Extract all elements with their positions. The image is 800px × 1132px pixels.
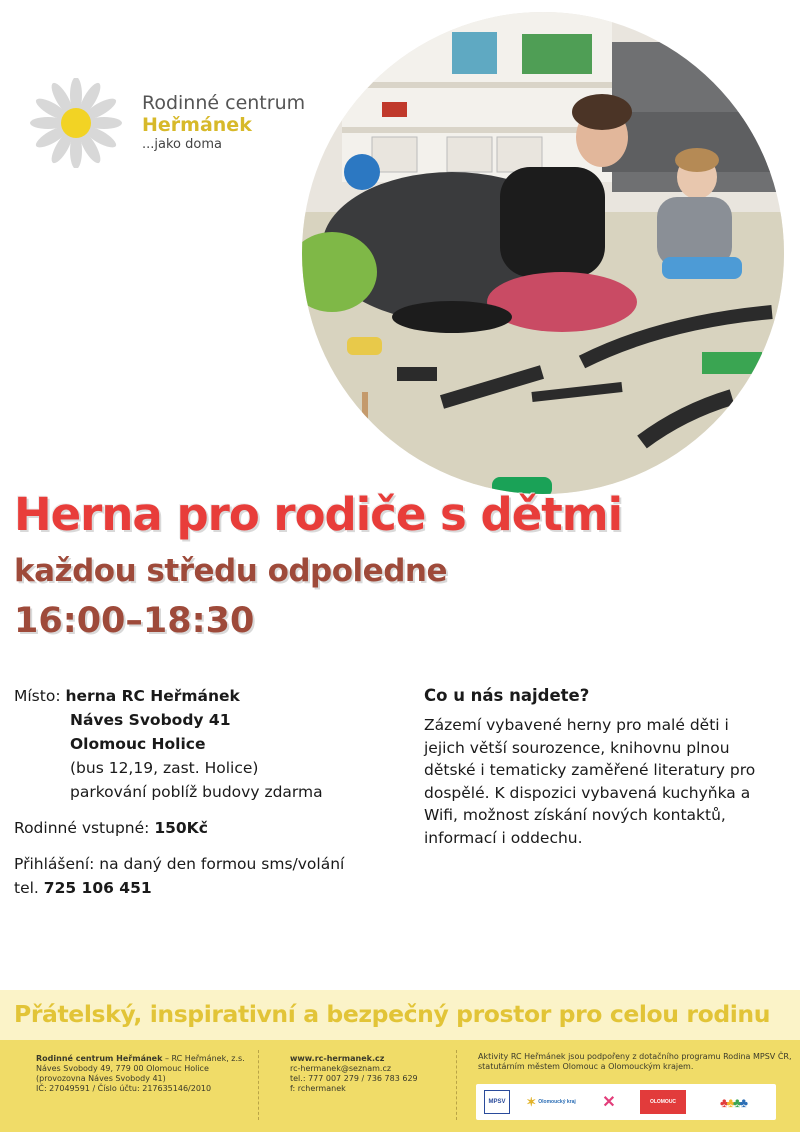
parking-info: parkování poblíž budovy zdarma (70, 783, 323, 801)
fee-value: 150Kč (154, 819, 208, 837)
footer-divider (456, 1050, 457, 1120)
offer-section (424, 684, 774, 849)
offer-heading: Co u nás najdete? (424, 686, 590, 705)
org-line-1: Náves Svobody 49, 779 00 Olomouc Holice (36, 1064, 209, 1073)
olomouc-city-logo (588, 1090, 630, 1114)
support-line-1: Aktivity RC Heřmánek jsou podpořeny z dotačního programu Rodina MPSV ČR, (478, 1052, 792, 1061)
contact-facebook[interactable]: f: rchermanek (290, 1084, 346, 1093)
event-subtitle: každou středu odpoledne (14, 553, 447, 589)
logo (26, 78, 336, 168)
star-icon: ✶ (526, 1095, 537, 1109)
event-time: 16:00–18:30 (14, 601, 255, 641)
footer-org (36, 1054, 245, 1094)
org-name: Rodinné centrum Heřmánek (36, 1054, 163, 1063)
event-details (14, 684, 409, 900)
olomouc-logo (640, 1090, 686, 1114)
org-line-2: (provozovna Náves Svobody 41) (36, 1074, 166, 1083)
phone-value: 725 106 451 (43, 879, 152, 897)
web-link[interactable]: www.rc-hermanek.cz (290, 1054, 385, 1063)
footer (0, 1040, 800, 1132)
org-rest: – RC Heřmánek, z.s. (162, 1054, 245, 1063)
daisy-icon (26, 78, 130, 168)
event-title: Herna pro rodiče s dětmi (14, 488, 623, 541)
footer-contact (290, 1054, 418, 1094)
playroom-photo (302, 12, 784, 494)
olomoucky-kraj-label: Olomoucký kraj (538, 1099, 576, 1105)
slogan-text: Přátelský, inspirativní a bezpečný prostor pro celou rodinu (14, 1000, 771, 1028)
footer-support (478, 1052, 792, 1072)
logo-tagline: ...jako doma (142, 137, 222, 152)
footer-divider (258, 1050, 259, 1120)
olomouc-city-icon: ✕ (602, 1094, 616, 1111)
mpsv-logo-label: MPSV (488, 1099, 506, 1105)
logo-name: Rodinné centrum (142, 92, 306, 114)
place-line-3: Olomouc Holice (70, 735, 206, 753)
signup-info: Přihlášení: na daný den formou sms/volání (14, 855, 345, 873)
phone-label: tel. (14, 879, 39, 897)
contact-email[interactable]: rc-hermanek@seznam.cz (290, 1064, 392, 1073)
org-line-3: IČ: 27049591 / Číslo účtu: 217635146/2010 (36, 1084, 212, 1093)
mpsv-logo (484, 1090, 510, 1114)
place-line-1: herna RC Heřmánek (65, 687, 240, 705)
slogan-band (0, 990, 800, 1040)
place-label: Místo: (14, 687, 61, 705)
offer-text: Zázemí vybavené herny pro malé děti i jejich větší sourozence, knihovnu plnou dětské i tematicky zaměřené literatury pro dospělé. K dispozici vybavená kuchyňka a Wifi, možnost získání nových kontaktů, informací i oddechu. (424, 716, 756, 847)
support-line-2: statutárním městem Olomouc a Olomouckým krajem. (478, 1062, 694, 1071)
contact-phone: tel.: 777 007 279 / 736 783 629 (290, 1074, 418, 1083)
olomouc-logo-label: OLOMOUC (649, 1099, 677, 1105)
fee-label: Rodinné vstupné: (14, 819, 150, 837)
olomoucky-kraj-logo (520, 1090, 582, 1114)
logo-brand: Heřmánek (142, 114, 252, 136)
partner-logos (476, 1084, 776, 1120)
family-centre-logo: ♣ ♣ ♣ ♣ (719, 1094, 747, 1110)
bus-info: (bus 12,19, zast. Holice) (70, 759, 259, 777)
place-line-2: Náves Svobody 41 (70, 711, 231, 729)
